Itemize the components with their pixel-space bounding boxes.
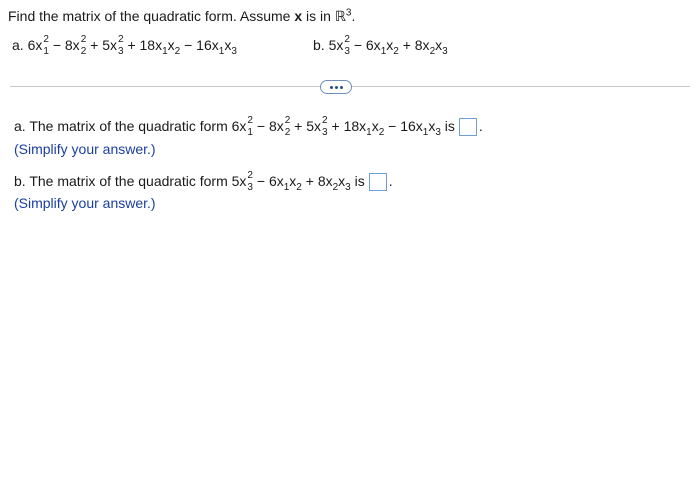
- question-title: Find the matrix of the quadratic form. Assume x is in ℝ$^3$.: [8, 7, 356, 24]
- answer-a-input[interactable]: [459, 118, 477, 136]
- dot-icon: [330, 86, 333, 89]
- real-space-symbol: ℝ: [334, 8, 346, 24]
- answer-b-hint: (Simplify your answer.): [14, 195, 156, 211]
- dot-icon: [335, 86, 338, 89]
- part-a-expression: a. 6x 2 1 − 8x 2 2 + 5x 2 3 + $18x_1x_2 - 16x_1x_3$: [12, 34, 237, 58]
- answer-b-input[interactable]: [369, 173, 387, 191]
- answer-a-line: a. The matrix of the quadratic form 6x 2 1 − 8x 2 2 + 5x 2 3 + $18x_1x_2 - 16x_1x_3$ is .: [14, 115, 483, 139]
- answer-a-hint: (Simplify your answer.): [14, 141, 156, 157]
- more-options-button[interactable]: [320, 80, 352, 94]
- dot-icon: [340, 86, 343, 89]
- part-b-expression: b. 5x 2 3 − $6x_1x_2 + 8x_2x_3$: [313, 34, 448, 58]
- vector-x: x: [294, 8, 303, 24]
- answer-b-line: b. The matrix of the quadratic form 5x 2 3 − $6x_1x_2 + 8x_2x_3$ is .: [14, 170, 393, 194]
